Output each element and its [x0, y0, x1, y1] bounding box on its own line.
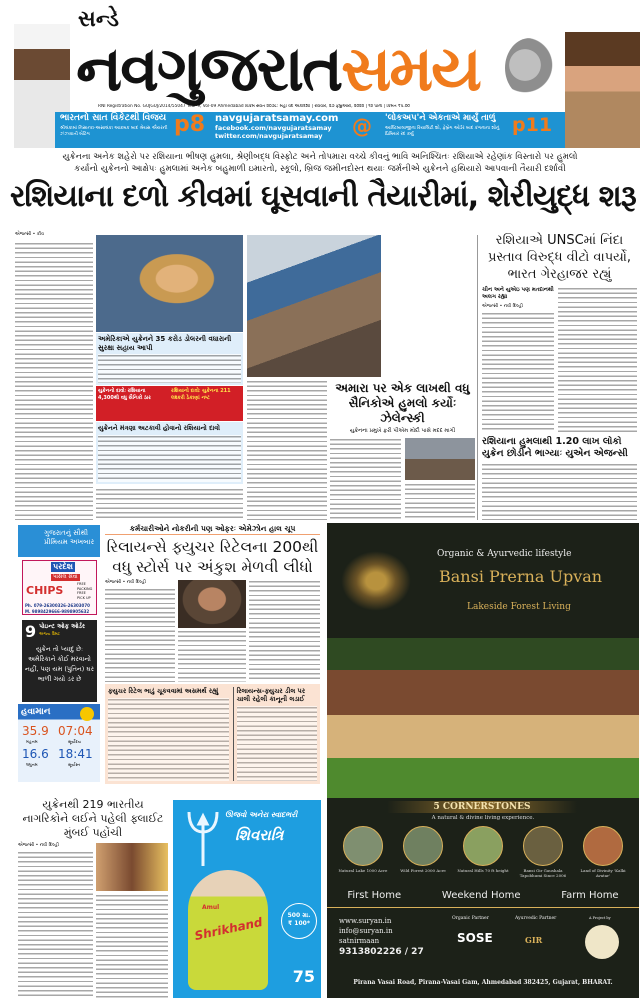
- twitter-link[interactable]: twitter.com/navgujaratsamay: [215, 132, 323, 140]
- tree-logo-icon: [341, 551, 411, 611]
- reliance-col1: [105, 580, 175, 682]
- tag: PACKING: [77, 586, 93, 591]
- russia-claim: રશિયાનો દાવોઃ યુક્રેનના 211 લશ્કરી ઠેકાણાં નષ્ટ: [171, 388, 231, 401]
- reliance-box1-headline[interactable]: ફ્યુચર રિટેલ ભાડું ચૂકવવામાં અસમર્થ રહ્યું: [108, 687, 219, 695]
- amul-ad-festival: શિવરાત્રિ: [235, 826, 284, 844]
- zelensky-photo: [405, 438, 475, 480]
- banner-right-page[interactable]: p11: [512, 114, 553, 136]
- actress-photo: [565, 22, 640, 148]
- min-label: લઘુત્તમ: [26, 762, 38, 767]
- project-by-label: A Project by: [589, 916, 611, 920]
- contact-list: [339, 916, 424, 958]
- box1-body-text: [108, 698, 229, 781]
- zelensky-headline[interactable]: અમારા પર એક લાખથી વધુ સૈનિકોએ હુમલો કર્યોઃ ઝેલેન્સ્કી: [335, 381, 470, 425]
- flight-headline[interactable]: યુક્રેનથી 219 ભારતીય નાગરિકોને લઈને પહેલી ફ્લાઈટ મુંબઈ પહોંચી: [22, 798, 164, 839]
- product-label: Shrikhand: [193, 914, 264, 944]
- home-types: [327, 889, 639, 908]
- unsc-left-col: [482, 287, 554, 432]
- us-aid-body-text: [98, 354, 241, 383]
- claims-box: [96, 386, 243, 421]
- flight-story: [18, 798, 168, 998]
- flight-body: [18, 843, 168, 998]
- courier-ad-brand: CHIPS: [26, 584, 64, 597]
- reliance-body: [105, 580, 320, 682]
- refugees-body-text: [482, 463, 637, 520]
- section-sub: A natural & divine living experience.: [431, 815, 535, 821]
- reliance-body-text: [105, 588, 175, 682]
- flight-col2: [96, 843, 168, 998]
- section-title: 5 CORNERSTONES: [387, 801, 577, 813]
- deck-line: યુક્રેનના અનેક શહેરો પર રશિયાના ભીષણ હુમલા, શ્રેણીબદ્ધ વિસ્ફોટ અને તોપમારા વચ્ચે કીવનું ભાવિ અનિશ્ચિતઃ રશિયાએ રહેણાંક વિસ્તારો પર હુમલો: [62, 152, 578, 162]
- crying-woman-photo: [96, 235, 243, 332]
- sunrise-time: 07:04: [58, 724, 93, 738]
- banner-left-sub: શ્રીલંકામાં નિસાન્કા-અસાલંકા આક્રમક બાદ શ્રેયસ ઐયરની ઝંઝાવાતી બેટિંગ: [60, 126, 168, 137]
- cornerstones: [335, 826, 631, 878]
- banner-center[interactable]: [215, 113, 338, 140]
- website[interactable]: www.suryan.in: [339, 917, 392, 925]
- lead-body-text: [15, 242, 93, 520]
- courier-ad-mobile: M. 9898429666-9898905632: [25, 609, 90, 614]
- website-link[interactable]: navgujaratsamay.com: [215, 113, 339, 124]
- flight-body-text-2: [96, 894, 168, 998]
- us-aid-headline[interactable]: અમેરિકાએ યુક્રેનને 35 કરોડ ડોલરની વધારાની સુરક્ષા સહાય આપી: [98, 335, 232, 352]
- unsc-headline[interactable]: રશિયાએ UNSCમાં નિંદા પ્રસ્તાવ વિરુદ્ધ વીટો વાપર્યો, ભારત ગેરહાજર રહ્યું: [487, 233, 632, 282]
- passengers-photo: [96, 843, 168, 891]
- ayur-partner-label: Ayurvedic Partner: [515, 916, 557, 921]
- ad-address: Pirana Vasai Road, Pirana-Vasai Gam, Ahmedabad 382425, Gujarat, BHARAT.: [353, 979, 613, 986]
- courier-ad-phone: Ph. 079-26300326-26303070: [25, 603, 90, 608]
- banner-left-title: ભારતનો સાત વિકેટથી વિજય: [60, 113, 167, 123]
- ukraine-claim: યુક્રેનનો દાવોઃ રશિયાના 4,300થી વધુ સૈનિકો ઠાર: [98, 388, 151, 401]
- unsc-body-text: [482, 312, 554, 432]
- column-number: 9: [25, 622, 37, 641]
- column-box[interactable]: [22, 620, 97, 702]
- flight-body-text: [18, 851, 93, 998]
- reliance-box-left: [108, 687, 229, 781]
- brand-label: Amul: [202, 904, 220, 911]
- ad-sub: Lakeside Forest Living: [467, 602, 571, 612]
- reliance-body-text-3: [249, 580, 320, 682]
- masthead-title-orange: સમય: [341, 32, 480, 105]
- tag: FREE: [77, 591, 86, 595]
- phone: 9313802226 / 27: [339, 947, 424, 957]
- home-type: Farm Home: [561, 890, 619, 901]
- social[interactable]: satnirmaan: [339, 937, 380, 945]
- burnt-vehicle-photo: [247, 235, 381, 377]
- tag: PICK UP: [77, 595, 91, 600]
- courier-ad-title: પરદેશ: [53, 562, 73, 571]
- lion-logo-icon: [505, 38, 555, 98]
- price: ₹ 100*: [288, 920, 310, 927]
- reliance-kicker: કર્મચારીઓને નોકરીની પણ ઓફરઃ એમેઝોન હાલ ચૂપ: [105, 524, 320, 535]
- masthead-prefix: સન્ડે: [78, 7, 119, 32]
- us-aid-box: [96, 333, 243, 385]
- shrikhand-cup: [188, 870, 268, 990]
- facebook-link[interactable]: facebook.com/navgujaratsamay: [215, 124, 332, 132]
- amul-ad-title: ઊજવો અનેરા સ્વાદભરી: [225, 810, 298, 819]
- sunrise-label: સૂર્યોદય: [68, 739, 81, 744]
- zelensky-right-col: [405, 438, 475, 520]
- column-name: પોઇન્ટ ઓફ ઓર્ડર: [39, 623, 86, 630]
- unsc-byline: એજન્સી • નવી દિલ્હી: [482, 304, 523, 309]
- courier-ad-sub: પાર્સલ સેવા: [53, 574, 78, 580]
- column-author: અજય ઉમટ: [39, 631, 60, 636]
- organic-partner-logo: SOSE: [457, 931, 493, 945]
- weather-title: હવામાન: [21, 707, 51, 717]
- amul-years: 75: [292, 967, 315, 986]
- minister-box: [96, 422, 243, 484]
- masthead-title: [76, 32, 480, 105]
- pack-size: 500 ગ્રા.: [287, 912, 311, 919]
- reliance-box2-headline[interactable]: રિલાયન્સ-ફ્યુચર ડીલ પર ચાલી રહેલી કાનૂની લડાઈ: [236, 687, 306, 703]
- banner-left-page[interactable]: p8: [174, 112, 206, 137]
- email[interactable]: info@suryan.in: [339, 927, 393, 935]
- flight-col1: [18, 843, 93, 998]
- property-ad[interactable]: [327, 523, 639, 998]
- home-type: First Home: [347, 890, 402, 901]
- banner-left[interactable]: [60, 113, 170, 137]
- project-logo: [585, 925, 619, 959]
- refugees-story: [482, 436, 637, 520]
- reliance-box: [105, 684, 320, 784]
- courier-ad-tags: [77, 582, 92, 600]
- weather-box: [18, 704, 100, 782]
- deck-line: કર્યાનો યુક્રેનનો આક્ષેપઃ હુમલામાં અનેક બહુમાળી ઇમારતો, સ્કૂલો, બ્રિજ જમીનદોસ્ત થયાઃ જર્મનીએ યુક્રેનને હથિયારો આપવાની તૈયારી દર્શાવી: [74, 164, 566, 174]
- zelensky-subhead: યુક્રેનના પ્રમુખે ફરી પીએમ મોદી પાસે મદદ માગી: [349, 428, 456, 434]
- reliance-box-right: [233, 687, 317, 781]
- sun-cloud-icon: [80, 707, 94, 721]
- zelensky-body: [330, 438, 475, 520]
- ambani-photo: [178, 580, 246, 628]
- cottage-photo: [327, 638, 639, 798]
- zelensky-body-text-2: [405, 483, 475, 520]
- home-type: Weekend Home: [441, 890, 521, 901]
- reliance-story: [105, 524, 320, 682]
- unsc-subhead: ચીન અને યુએઇ પણ મતદાનથી અલગ રહ્યા: [482, 287, 554, 300]
- ad-tagline: Organic & Ayurvedic lifestyle: [437, 549, 572, 559]
- reliance-body-text-2: [178, 630, 246, 682]
- flight-byline: એજન્સી • નવી દિલ્હી: [18, 843, 59, 848]
- min-temp: 16.6: [22, 747, 49, 761]
- masthead-title-black: નવગુજરાત: [76, 32, 342, 105]
- column-text: યુક્રેન તો પ્યાદું છેઃ અમેરિકાને કોઈ મરવાનો નહીં, પણ યમ (પુતિન) ઘર ભાળી ગયો ડર છે: [25, 645, 94, 683]
- cornerstone-item: Natural Hills 70 ft height: [455, 826, 511, 878]
- sunset-label: સૂર્યાસ્ત: [68, 762, 81, 767]
- tag: FREE: [77, 582, 86, 586]
- col2-body-text: [96, 488, 243, 520]
- sunset-time: 18:41: [58, 747, 93, 761]
- cornerstone-item: Bansi Gir Gaushala Tapobhumi Since 2006: [515, 826, 571, 878]
- ad-name: Bansi Prerna Upvan: [439, 567, 603, 586]
- max-label: મહત્તમ: [26, 739, 38, 744]
- info-line: RNI Registration No. GUJGUJ/2014/55047 Year-9, Vol-09 Ahmedabad વિક્રમ સંવત ૨૦૭૮: મહા વદ એકાદશી | રવિવાર, ૨૭ ફેબ્રુઆરી, ૨૦૨૨ | ૧૨ પાનાં | કિંમત ₹૫.૦૦: [98, 104, 410, 109]
- premium-promo: ગુજરાતનું સૌથી પ્રીમિયમ અખબાર: [18, 525, 100, 557]
- at-icon: @: [352, 114, 372, 138]
- box2-body-text: [237, 706, 317, 781]
- ayur-partner-logo: GIR: [525, 935, 543, 945]
- reliance-headline[interactable]: રિલાયન્સે ફ્યુચર રિટેલના 200થી વધુ સ્ટોર્સ પર અંકુશ મેળવી લીધો: [106, 538, 319, 576]
- minister-headline[interactable]: યુક્રેનને મંત્રણા અટકાવી હોવાનો રશિયાનો દાવો: [98, 424, 220, 432]
- refugees-headline[interactable]: રશિયાના હુમલાથી 1.20 લાખ લોકો યુક્રેન છોડીને ભાગ્યાઃ યુએન એજન્સી: [482, 436, 628, 459]
- zelensky-story: [330, 381, 475, 520]
- reliance-col2: [178, 580, 246, 682]
- banner-right-sub: આલ્ટિબાલાજીના રિયાલિટી શો, ફેબ્રેગ ઓર્ડર બાદ કંગનાના શોનું પ્રિમિયર રદ કર્યું: [385, 126, 500, 137]
- lead-deck: [10, 151, 630, 175]
- max-temp: 35.9: [22, 724, 49, 738]
- cornerstone-item: Wild Forest 2000 Acre: [395, 826, 451, 878]
- trident-icon: [183, 806, 223, 866]
- unsc-story: [482, 232, 637, 432]
- unsc-body-text-2: [558, 287, 637, 432]
- minister-body-text: [98, 435, 241, 482]
- banner-right[interactable]: [385, 113, 505, 137]
- zelensky-body-text: [330, 438, 401, 520]
- reliance-byline: એજન્સી • નવી દિલ્હી: [105, 580, 146, 585]
- banner-right-title: 'લોકઅપ'ને એકતાએ માર્યું તાળું: [385, 113, 496, 123]
- courier-ad[interactable]: [22, 560, 97, 615]
- amul-ad[interactable]: [173, 800, 321, 998]
- cornerstone-item: Natural Lake 1000 Acre: [335, 826, 391, 878]
- cornerstone-item: Land of Divinity 'Kalki Avatar': [575, 826, 631, 878]
- lead-headline[interactable]: રશિયાના દળો કીવમાં ઘૂસવાની તૈયારીમાં, શેરીયુદ્ધ શરૂ: [10, 179, 636, 214]
- organic-partner-label: Organic Partner: [452, 916, 489, 921]
- lead-byline: એજન્સી • કીવ: [15, 232, 44, 237]
- col3-body-text: [247, 380, 327, 520]
- unsc-body: [482, 287, 637, 432]
- price-badge: [281, 903, 317, 939]
- column-divider: [477, 235, 478, 520]
